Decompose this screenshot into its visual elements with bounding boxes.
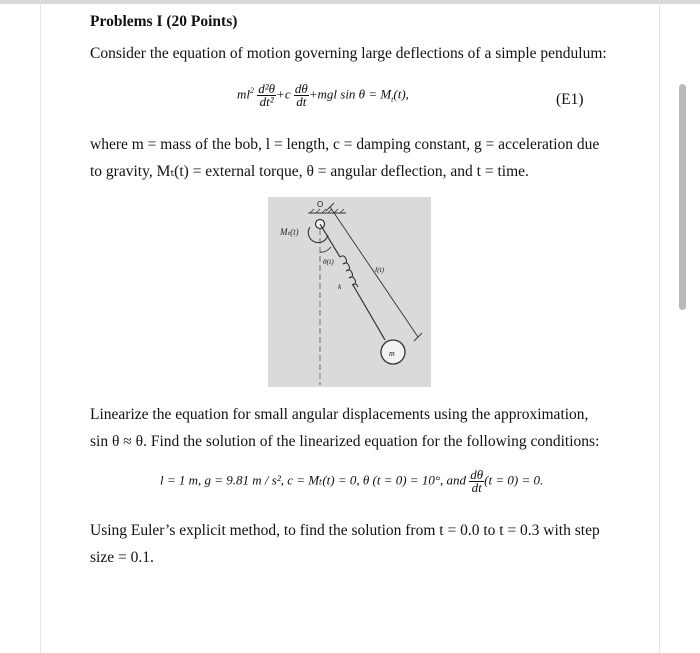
eq-fraction-first-derivative	[294, 83, 309, 108]
where-definitions-line2: to gravity, Mₜ(t) = external torque, θ = angular deflection, and t = time.	[90, 163, 529, 180]
label-torque: Mₜ(t)	[280, 227, 299, 237]
pendulum-diagram	[268, 197, 431, 387]
conditions-main: l = 1 m, g = 9.81 m / s², c = Mₜ(t) = 0, θ (t = 0) = 10°, and	[160, 472, 467, 488]
label-mass: m	[389, 349, 395, 358]
eq-term2-prefix: +c	[276, 86, 291, 102]
pendulum-figure	[268, 197, 431, 387]
eq-frac1-num: d²θ	[258, 81, 276, 96]
intro-text: Consider the equation of motion governing large deflections of a simple pendulum:	[90, 45, 607, 62]
conditions-fraction	[469, 469, 484, 494]
problem-heading: Problems I (20 Points)	[90, 13, 238, 30]
eq-frac1-den: dt²	[259, 94, 274, 109]
right-column-divider	[659, 0, 660, 653]
left-column-divider	[40, 0, 41, 653]
eq-term1-sup: 2	[250, 86, 254, 96]
eq-rest: +mgl sin θ = M	[308, 86, 392, 102]
eq-term1-prefix: ml	[237, 86, 250, 102]
linearize-text-line2: sin θ ≈ θ. Find the solution of the linearized equation for the following conditions:	[90, 433, 600, 450]
eq-tail: (t),	[393, 86, 409, 102]
euler-text-line1: Using Euler’s explicit method, to find the solution from t = 0.0 to t = 0.3 with step	[90, 522, 600, 539]
conditions-frac-num: dθ	[470, 467, 484, 482]
conditions-frac-den: dt	[471, 480, 482, 495]
euler-text-line2: size = 0.1.	[90, 549, 154, 566]
label-theta: θ(t)	[323, 257, 334, 266]
conditions-tail: (t = 0) = 0.	[484, 472, 544, 488]
conditions-equation	[160, 469, 543, 494]
label-length: l(t)	[375, 265, 385, 274]
linearize-text-line1: Linearize the equation for small angular displacements using the approximation,	[90, 406, 589, 423]
eq-frac2-den: dt	[296, 94, 307, 109]
eq-sub: t	[391, 95, 394, 105]
label-spring-k: k	[338, 282, 342, 291]
eq-fraction-second-derivative	[257, 83, 276, 108]
equation-label: (E1)	[556, 91, 584, 108]
vertical-scrollbar[interactable]	[679, 84, 686, 310]
equation-e1	[237, 83, 409, 108]
eq-frac2-num: dθ	[294, 81, 308, 96]
top-frame-bar	[0, 0, 700, 4]
where-definitions-line1: where m = mass of the bob, l = length, c = damping constant, g = acceleration due	[90, 136, 600, 153]
label-o: O	[317, 200, 324, 209]
